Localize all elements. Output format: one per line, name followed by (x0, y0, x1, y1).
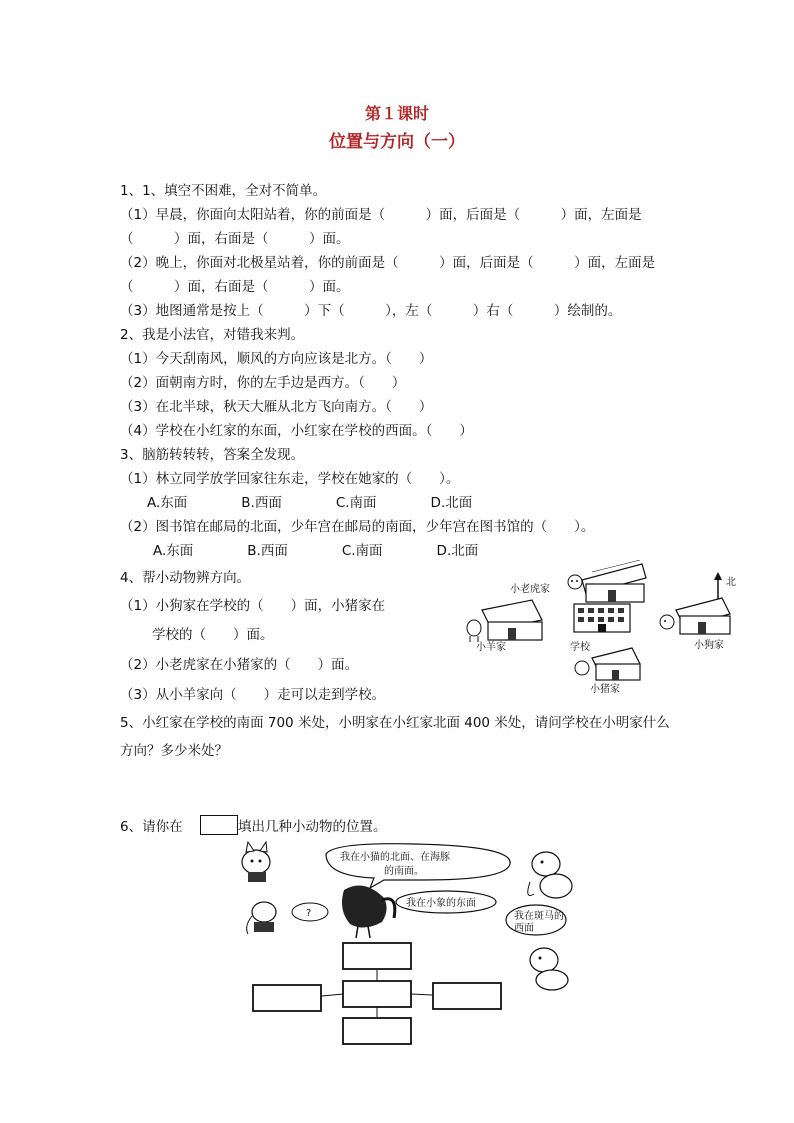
q5-text-cont: 方向？多少米处？ (120, 743, 228, 759)
animal-position-figure (234, 840, 594, 1050)
raccoon-icon (530, 948, 568, 990)
north-label: 北 (726, 577, 736, 588)
bubble1-line2: 的南面。 (384, 866, 424, 877)
answer-box-center[interactable] (343, 981, 411, 1007)
q1-item1: （1）早晨，你面向太阳站着，你的前面是（ ）面，后面是（ ）面，左面是 (120, 207, 642, 223)
tiger-home-label: 小老虎家 (510, 584, 550, 595)
answer-box-south[interactable] (343, 1018, 411, 1044)
q2-item1: （1）今天刮南风，顺风的方向应该是北方。（ ） (120, 351, 433, 367)
q4-item1: （1）小狗家在学校的（ ）面，小猪家在 (120, 598, 386, 614)
rooster-icon (342, 886, 395, 939)
elephant-icon (247, 902, 276, 934)
bubble3-line1: 我在斑马的 (514, 911, 564, 922)
school-building-icon (574, 604, 630, 632)
q3-item1-options: A.东面 B.西面 C.南面 D.北面 (147, 495, 473, 511)
speech-bubble-2 (396, 891, 496, 913)
q3-item1: （1）林立同学放学回家往东走，学校在她家的（ ）。 (120, 471, 460, 487)
q2-item3: （3）在北半球，秋天大雁从北方飞向南方。（ ） (120, 399, 433, 415)
q1-item2-cont: （ ）面，右面是（ ）面。 (120, 279, 350, 295)
q2-heading: 2、我是小法官，对错我来判。 (120, 327, 305, 343)
question-mark: ? (306, 908, 312, 919)
speech-bubble-1 (326, 844, 510, 888)
q1-item3: （3）地图通常是按上（ ）下（ ），左（ ）右（ ）绘制的。 (120, 303, 622, 319)
q5-text: 5、小红家在学校的南面 700 米处，小明家在小红家北面 400 米处，请问学校在小明家什么 (120, 715, 670, 731)
pig-home-label: 小猪家 (590, 684, 620, 695)
q4-item1-cont: 学校的（ ）面。 (152, 627, 274, 643)
page-title: 位置与方向（一） (329, 132, 465, 152)
q6-heading-suffix: 填出几种小动物的位置。 (238, 819, 387, 835)
q2-item2: （2）面朝南方时，你的左手边是西方。（ ） (120, 375, 406, 391)
mouse-icon (528, 852, 572, 898)
q4-heading: 4、帮小动物辨方向。 (120, 570, 251, 586)
answer-box-sample (200, 815, 238, 835)
q1-item1-cont: （ ）面，右面是（ ）面。 (120, 231, 350, 247)
dog-house-icon (660, 598, 730, 634)
q3-item2-options: A.东面 B.西面 C.南面 D.北面 (153, 543, 479, 559)
cat-icon (242, 842, 270, 882)
q1-heading: 1、1、填空不困难，全对不简单。 (120, 183, 327, 199)
q2-item4: （4）学校在小红家的东面，小红家在学校的西面。（ ） (120, 423, 473, 439)
tiger-house-icon (568, 560, 646, 602)
bubble2-text: 我在小象的东面 (406, 898, 476, 909)
answer-box-west[interactable] (253, 985, 321, 1011)
dog-home-label: 小狗家 (694, 640, 724, 651)
q6-heading-prefix: 6、请你在 (120, 819, 183, 835)
direction-map-figure (462, 560, 784, 700)
speech-bubble-3 (506, 905, 566, 935)
answer-box-north[interactable] (343, 943, 411, 969)
bubble3-line2: 西面 (514, 923, 534, 934)
school-label: 学校 (570, 642, 590, 653)
question-bubble-icon (292, 903, 328, 921)
bubble1-line1: 我在小猫的北面、在海豚 (340, 852, 450, 863)
q3-item2: （2）图书馆在邮局的北面，少年宫在邮局的南面，少年宫在图书馆的（ ）。 (120, 519, 595, 535)
sheep-house-icon (467, 600, 542, 642)
lesson-number: 第１课时 (364, 104, 429, 123)
q4-item2: （2）小老虎家在小猪家的（ ）面。 (120, 657, 359, 673)
sheep-home-label: 小羊家 (476, 642, 506, 653)
q3-heading: 3、脑筋转转转，答案全发现。 (120, 447, 305, 463)
q4-item3: （3）从小羊家向（ ）走可以走到学校。 (120, 687, 386, 703)
q1-item2: （2）晚上，你面对北极星站着，你的前面是（ ）面，后面是（ ）面，左面是 (120, 255, 656, 271)
answer-box-east[interactable] (433, 983, 501, 1009)
